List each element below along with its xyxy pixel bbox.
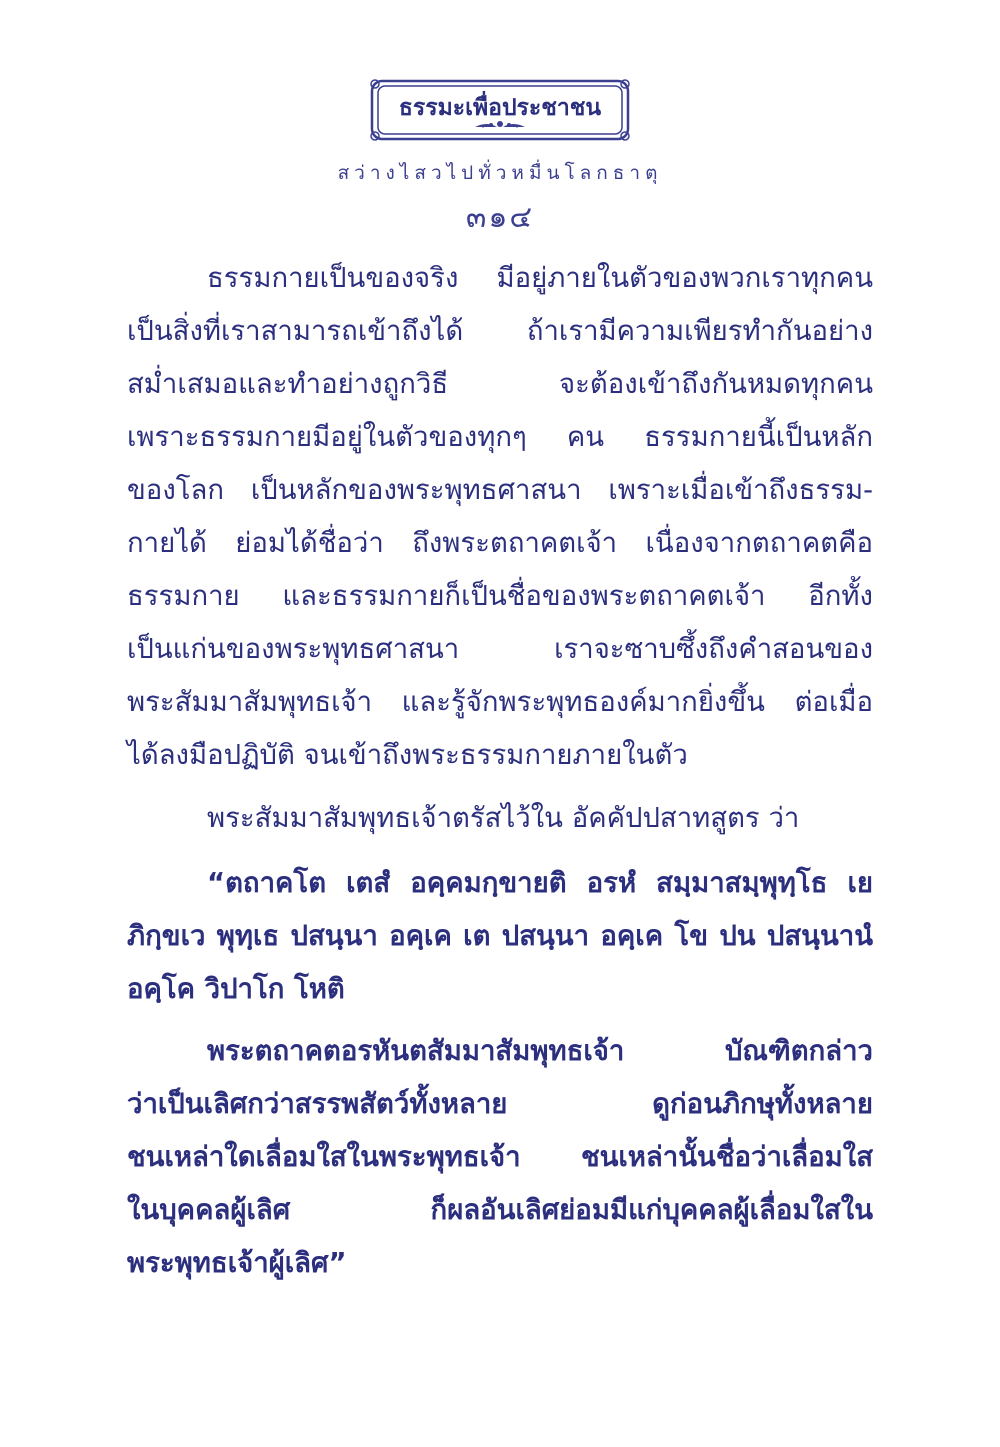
paragraph-pali-quote [127,857,873,1016]
text-line: อคฺโค วิปาโก โหติ [127,973,345,1005]
text-line: พระพุทธเจ้าผู้เลิศ” [127,1247,347,1279]
text-line: สม่ำเสมอและทำอย่างถูกวิธี จะต้องเข้าถึงกันหมดทุกคน [127,368,873,400]
page-number: ๓๑๔ [465,200,535,235]
paragraph-sutta-intro [127,792,873,845]
text-line: พระสัมมาสัมพุทธเจ้า และรู้จักพระพุทธองค์มากยิ่งขึ้น ต่อเมื่อ [127,686,873,718]
text-line: ชนเหล่าใดเลื่อมใสในพระพุทธเจ้า ชนเหล่านั้นชื่อว่าเลื่อมใส [127,1141,873,1173]
text-line: ภิกฺขเว พุทฺเธ ปสนฺนา อคฺเค เต ปสนฺนา อคฺเค โข ปน ปสนฺนานํ [127,920,873,952]
text-line: พระสัมมาสัมพุทธเจ้าตรัสไว้ใน อัคคัปปสาทสูตร ว่า [207,802,800,834]
text-line: ว่าเป็นเลิศกว่าสรรพสัตว์ทั้งหลาย ดูก่อนภิกษุทั้งหลาย [127,1088,873,1120]
text-line: เป็นแก่นของพระพุทธศาสนา เราจะซาบซึ้งถึงคำสอนของ [127,633,873,665]
text-line: ได้ลงมือปฏิบัติ จนเข้าถึงพระธรรมกายภายในตัว [127,739,688,771]
text-line: เพราะธรรมกายมีอยู่ในตัวของทุกๆ คน ธรรมกายนี้เป็นหลัก [127,421,873,453]
text-line: เป็นสิ่งที่เราสามารถเข้าถึงได้ ถ้าเรามีความเพียรทำกันอย่าง [127,315,873,347]
text-line: “ตถาคโต เตสํ อคฺคมกฺขายติ อรหํ สมฺมาสมฺพุทฺโธ เย [207,867,873,899]
running-header: สว่างไสวไปทั่วหมื่นโลกธาตุ [337,162,663,184]
paragraph-dhammakaya [127,252,873,782]
text-line: พระตถาคตอรหันตสัมมาสัมพุทธเจ้า บัณฑิตกล่าว [207,1035,873,1067]
logo-text: ธรรมะเพื่อประชาชน [398,95,602,121]
text-line: กายได้ ย่อมได้ชื่อว่า ถึงพระตถาคตเจ้า เนื่องจากตถาคตคือ [127,527,873,559]
text-line: ธรรมกายเป็นของจริง มีอยู่ภายในตัวของพวกเราทุกคน [207,262,873,294]
text-line: ธรรมกาย และธรรมกายก็เป็นชื่อของพระตถาคตเจ้า อีกทั้ง [127,580,873,612]
text-line: ของโลก เป็นหลักของพระพุทธศาสนา เพราะเมื่อเข้าถึงธรรม- [127,474,873,506]
text-line: ในบุคคลผู้เลิศ ก็ผลอันเลิศย่อมมีแก่บุคคลผู้เลื่อมใสใน [127,1194,873,1226]
paragraph-thai-translation [127,1025,873,1290]
series-logo [369,78,631,150]
